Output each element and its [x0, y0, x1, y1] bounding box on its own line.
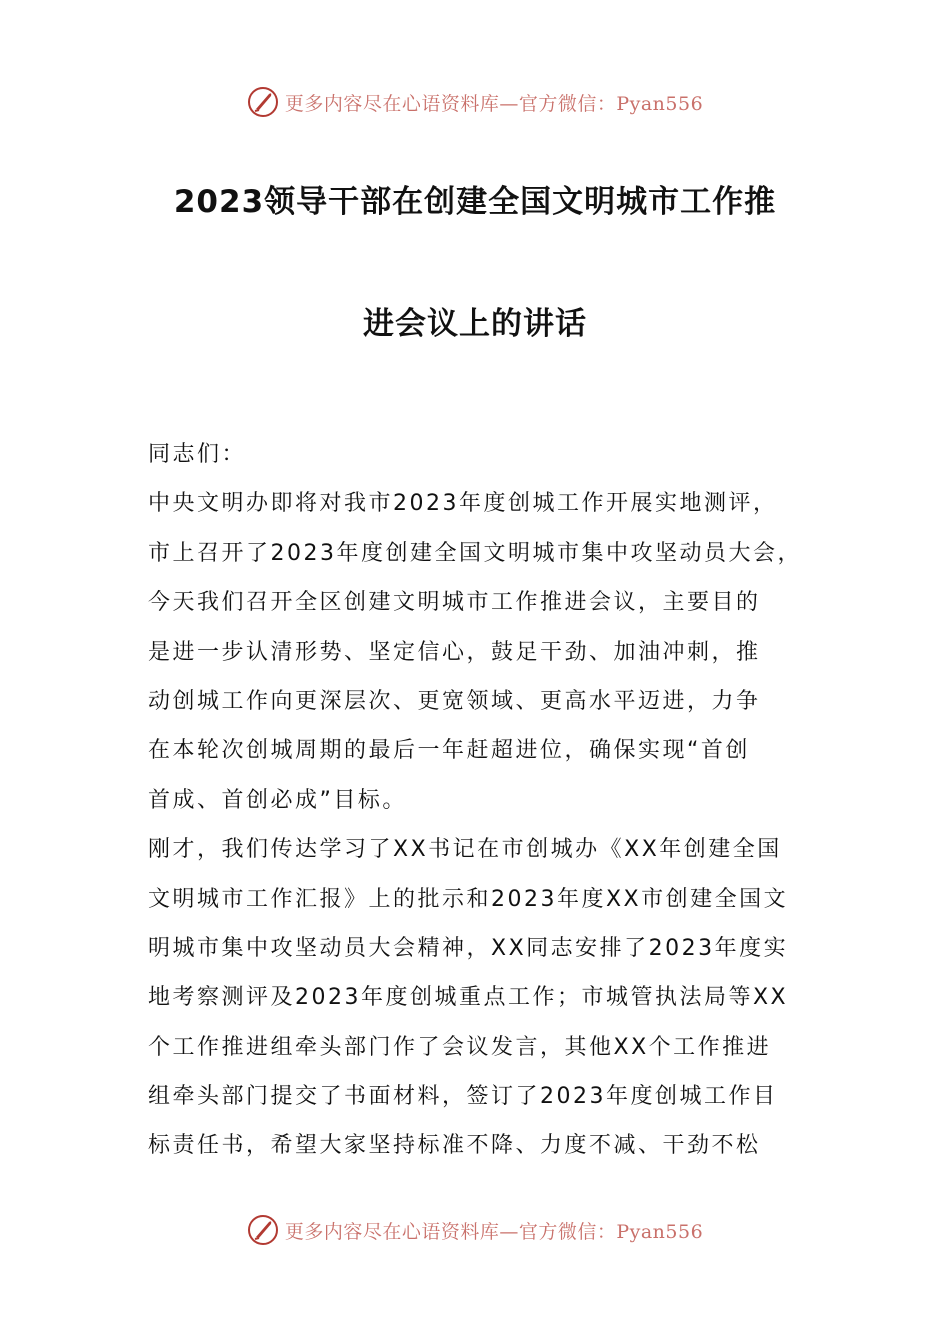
body-line: 中央文明办即将对我市2023年度创城工作开展实地测评，: [148, 491, 778, 517]
body-line: 动创城工作向更深层次、更宽领域、更高水平迈进，力争: [148, 688, 761, 714]
body-line: 是进一步认清形势、坚定信心，鼓足干劲、加油冲刺，推: [148, 639, 761, 665]
body-line: 在本轮次创城周期的最后一年赶超进位，确保实现“首创: [148, 738, 750, 764]
document-title-line-1: 2023领导干部在创建全国文明城市工作推: [173, 184, 777, 220]
watermark-header: [0, 82, 950, 122]
body-line: 同志们：: [148, 442, 247, 467]
document-title-line-2: 进会议上的讲话: [363, 306, 587, 342]
body-line: 标责任书，希望大家坚持标准不降、力度不减、干劲不松: [148, 1133, 761, 1159]
body-line: 个工作推进组牵头部门作了会议发言，其他XX个工作推进: [148, 1034, 772, 1060]
body-line: 地考察测评及2023年度创城重点工作；市城管执法局等XX: [148, 985, 789, 1011]
body-line: 组牵头部门提交了书面材料，签订了2023年度创城工作目: [148, 1084, 778, 1110]
quill-logo-icon: [247, 1214, 279, 1246]
watermark-text: 更多内容尽在心语资料库—官方微信：Pyan556: [284, 1220, 704, 1243]
body-line: 刚才，我们传达学习了XX书记在市创城办《XX年创建全国: [148, 837, 782, 863]
body-line: 今天我们召开全区创建文明城市工作推进会议，主要目的: [148, 590, 761, 616]
body-line: 市上召开了2023年度创建全国文明城市集中攻坚动员大会，: [148, 540, 802, 566]
watermark-text: 更多内容尽在心语资料库—官方微信：Pyan556: [284, 92, 704, 115]
watermark-footer: [0, 1210, 950, 1250]
body-line: 首成、首创必成”目标。: [148, 787, 407, 813]
document-body: [148, 430, 808, 1171]
body-line: 明城市集中攻坚动员大会精神，XX同志安排了2023年度实: [148, 935, 789, 961]
body-line: 文明城市工作汇报》上的批示和2023年度XX市创建全国文: [148, 886, 789, 912]
quill-logo-icon: [247, 86, 279, 118]
